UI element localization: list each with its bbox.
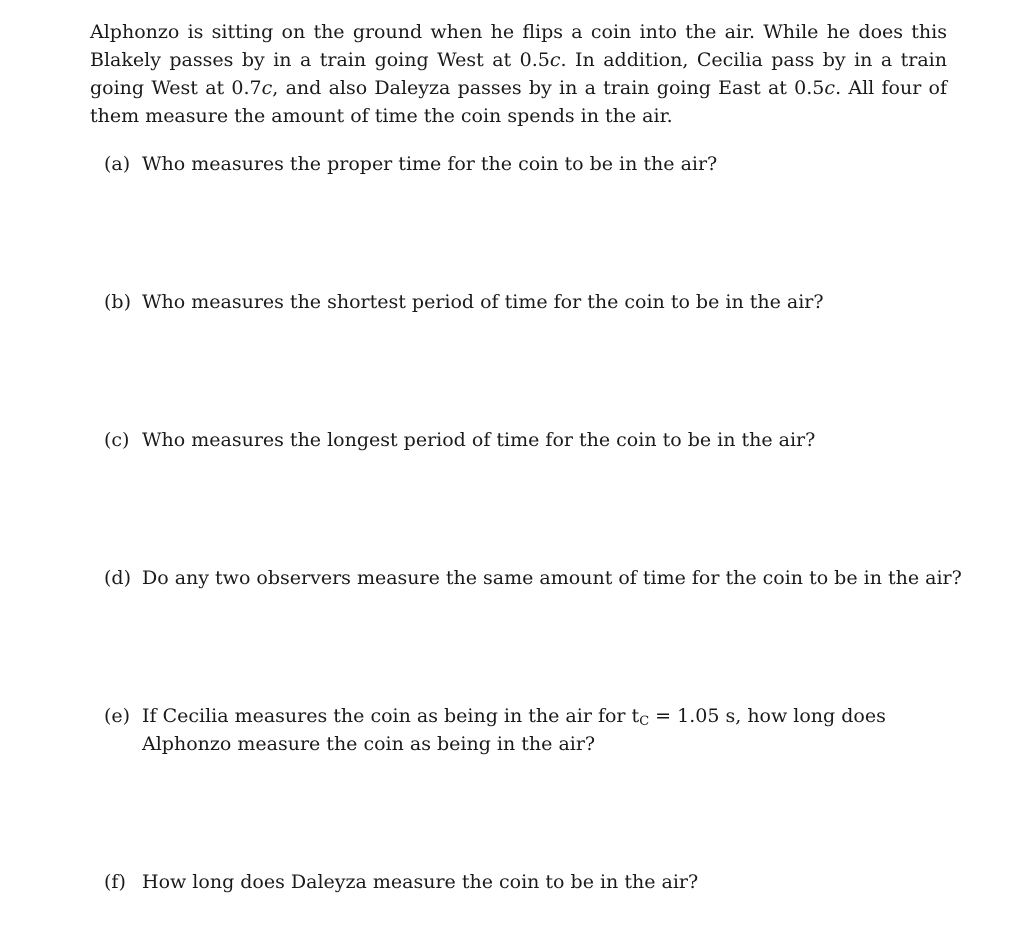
speed-of-light-symbol: c bbox=[549, 49, 561, 71]
question-b bbox=[104, 288, 964, 316]
intro-part-2: . In addition, Cecilia pass by in a train going West at 0.7 bbox=[90, 49, 947, 99]
question-text bbox=[142, 702, 964, 758]
question-label: (e) bbox=[104, 705, 131, 727]
intro-part-4: . All four of them measure the amount of time the coin spends in the air. bbox=[90, 77, 948, 127]
question-text: Who measures the longest period of time for the coin to be in the air? bbox=[142, 429, 816, 451]
question-label: (d) bbox=[104, 567, 131, 589]
question-label: (b) bbox=[104, 291, 131, 313]
question-f bbox=[104, 868, 964, 896]
question-text: Who measures the shortest period of time for the coin to be in the air? bbox=[142, 291, 824, 313]
question-a bbox=[104, 150, 964, 178]
subscript-c: C bbox=[639, 714, 650, 729]
question-d bbox=[104, 564, 964, 592]
question-text: Do any two observers measure the same amount of time for the coin to be in the air? bbox=[142, 567, 962, 589]
intro-part-3: , and also Daleyza passes by in a train going East at 0.5 bbox=[272, 77, 825, 99]
question-c bbox=[104, 426, 964, 454]
problem-intro bbox=[90, 18, 947, 130]
question-text: Who measures the proper time for the coin to be in the air? bbox=[142, 153, 718, 175]
question-label: (a) bbox=[104, 153, 131, 175]
question-text-post: = 1.05 s, how long does Alphonzo measure the coin as being in the air? bbox=[142, 705, 886, 755]
speed-of-light-symbol: c bbox=[261, 77, 273, 99]
question-e bbox=[104, 702, 964, 758]
question-label: (c) bbox=[104, 429, 130, 451]
intro-part-1: Alphonzo is sitting on the ground when he flips a coin into the air. While he does this Blakely passes by in a train going West at 0.5 bbox=[90, 21, 947, 71]
question-text: How long does Daleyza measure the coin to be in the air? bbox=[142, 871, 699, 893]
question-text-pre: If Cecilia measures the coin as being in the air for t bbox=[142, 705, 640, 727]
speed-of-light-symbol: c bbox=[824, 77, 836, 99]
question-label: (f) bbox=[104, 871, 126, 893]
